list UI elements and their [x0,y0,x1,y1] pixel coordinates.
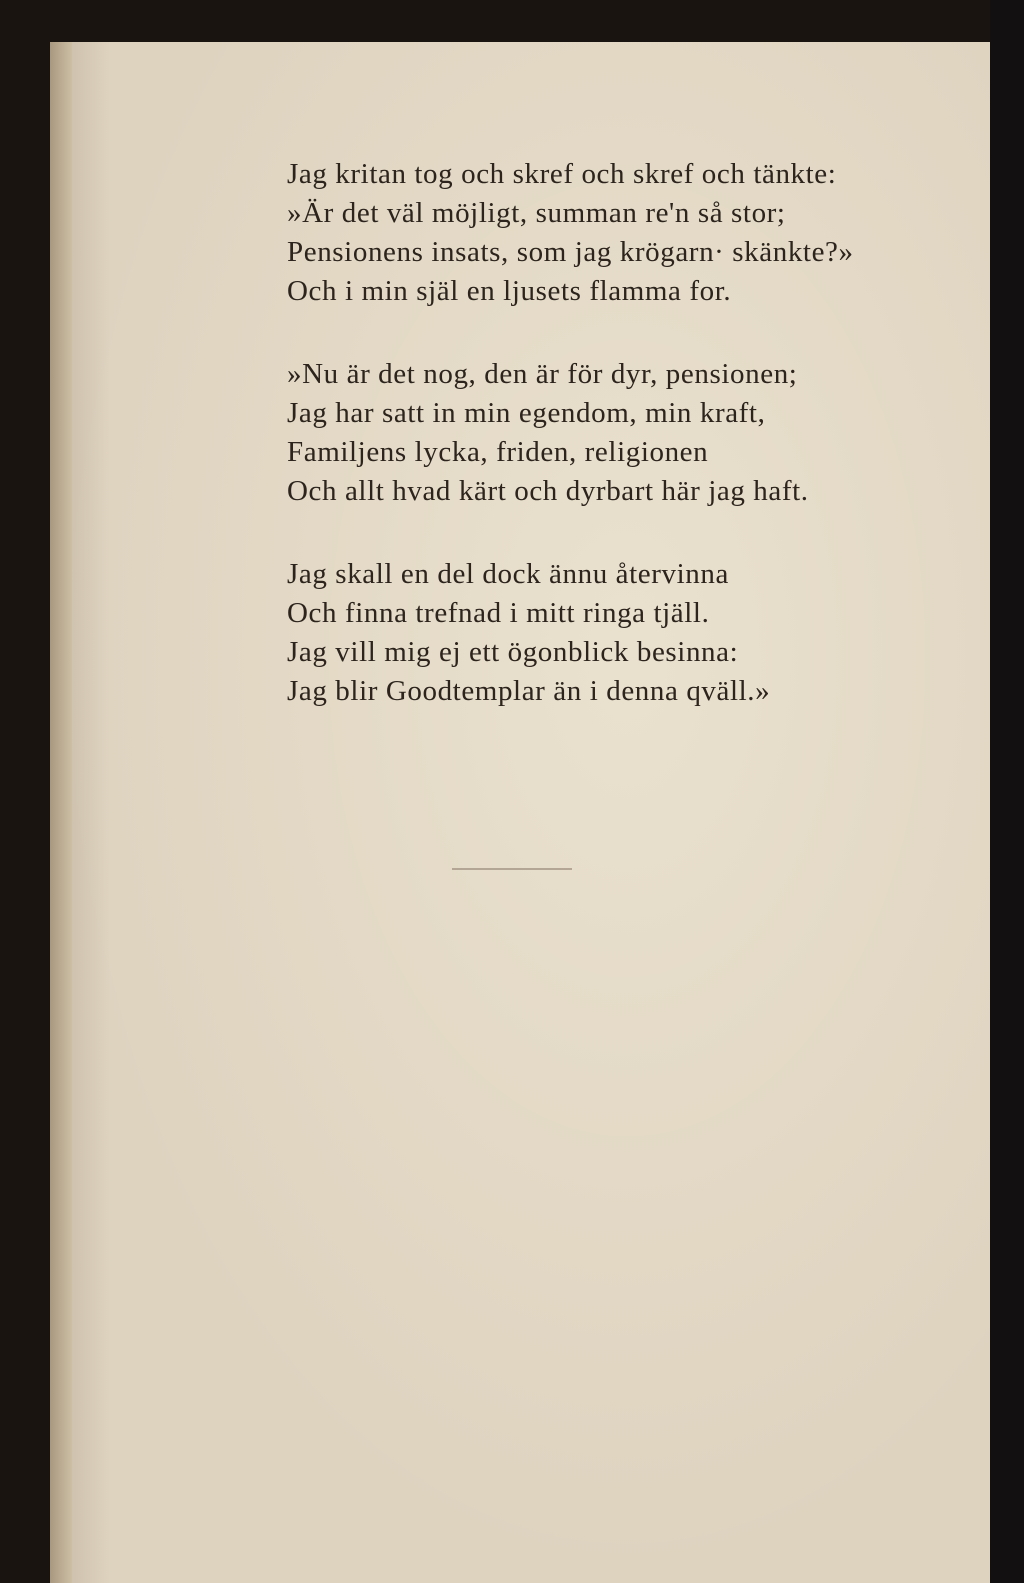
poem-line: Jag skall en del dock ännu återvinna [287,558,729,590]
poem-line: Jag blir Goodtemplar än i denna qväll.» [287,675,771,707]
poem-line: Och allt hvad kärt och dyrbart här jag haft. [287,475,809,507]
stanza-1 [287,155,987,311]
stanza-3 [287,555,987,711]
poem-line: Jag vill mig ej ett ögonblick besinna: [287,636,739,668]
poem-line: Och i min själ en ljusets flamma for. [287,275,732,307]
poem-line: »Är det väl möjligt, summan re'n så stor; [287,197,786,229]
poem-line: Jag har satt in min egendom, min kraft, [287,397,766,429]
section-divider [452,868,572,870]
poem-line: »Nu är det nog, den är för dyr, pensionen; [287,358,798,390]
poem-line: Pensionens insats, som jag krögarn· skänkte?» [287,236,854,268]
poem-text [287,155,987,755]
page-edge-shadow [50,42,72,1583]
poem-line: Och finna trefnad i mitt ringa tjäll. [287,597,710,629]
poem-line: Familjens lycka, friden, religionen [287,436,709,468]
scan-border [990,0,1024,1583]
poem-line: Jag kritan tog och skref och skref och tänkte: [287,158,837,190]
stanza-2 [287,355,987,511]
